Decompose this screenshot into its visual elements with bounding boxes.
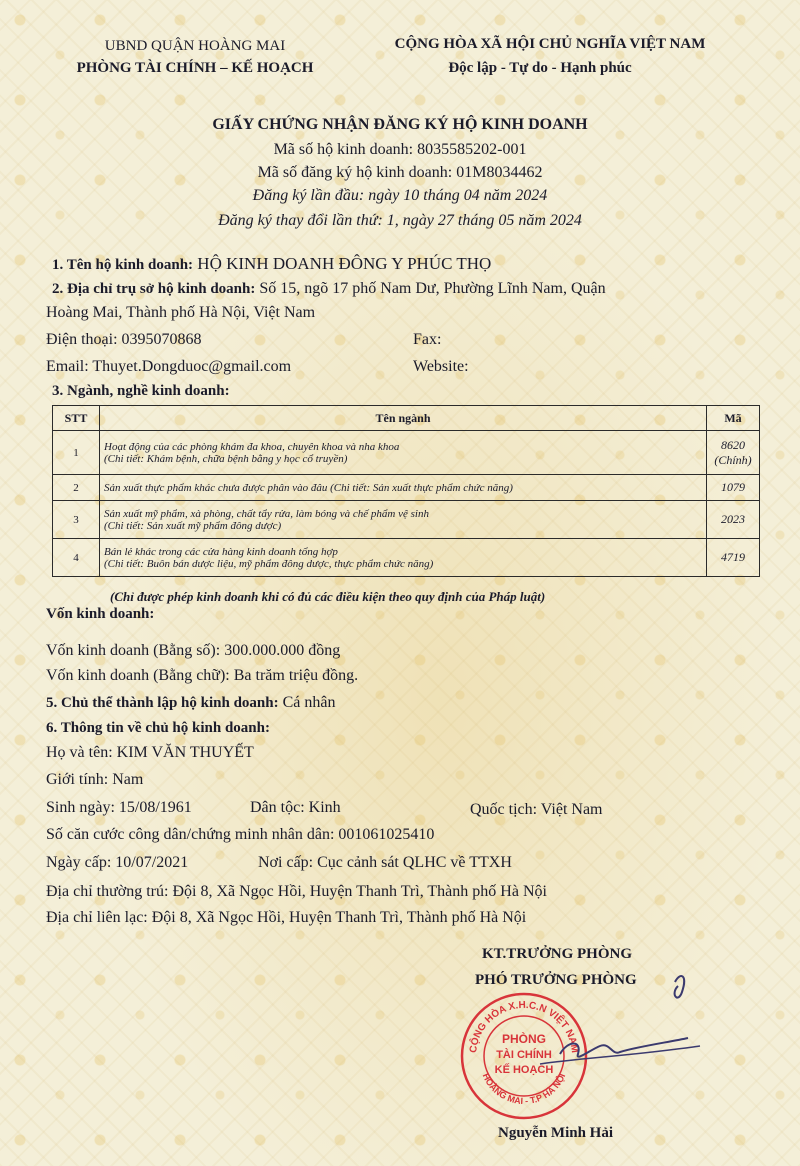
row-line1: Sản xuất mỹ phẩm, xà phòng, chất tẩy rửa, làm bóng và chế phẩm vệ sinh	[104, 507, 429, 520]
col-ten-nganh: Tên ngành	[100, 406, 707, 431]
capital-label: Vốn kinh doanh:	[46, 606, 155, 622]
row-ma	[707, 539, 760, 577]
founder-type-value: Cá nhân	[278, 694, 336, 711]
business-name-value: HỘ KINH DOANH ĐÔNG Y PHÚC THỌ	[193, 254, 492, 273]
owner-gender: Giới tính: Nam	[46, 771, 144, 788]
business-lines-label: 3. Ngành, nghề kinh doanh:	[52, 383, 230, 399]
handwritten-signature	[520, 962, 720, 1072]
row-line1: Bán lẻ khác trong các cửa hàng kinh doanh tổng hợp	[104, 545, 338, 558]
row-ten	[100, 539, 707, 577]
signer-name: Nguyễn Minh Hải	[498, 1125, 614, 1141]
row-line1: Sản xuất thực phẩm khác chưa được phân vào đâu (Chi tiết: Sản xuất thực phẩm chức năng)	[104, 481, 513, 494]
row-ma-code: 8620	[721, 437, 745, 452]
row-line1: Hoạt động của các phòng khám đa khoa, chuyên khoa và nha khoa	[104, 440, 400, 453]
stamp-center-3: KẾ HOẠCH	[494, 1064, 554, 1076]
contact-address: Địa chỉ liên lạc: Đội 8, Xã Ngọc Hồi, Huyện Thanh Trì, Thành phố Hà Nội	[46, 909, 527, 926]
signer-title-2: PHÓ TRƯỞNG PHÒNG	[475, 972, 637, 988]
table-header-row	[53, 406, 760, 431]
owner-nationality: Quốc tịch: Việt Nam	[470, 801, 603, 818]
row-ma	[707, 475, 760, 501]
phone: Điện thoại: 0395070868	[46, 331, 202, 348]
stamp-center-2: TÀI CHÍNH	[496, 1049, 552, 1061]
row-ma	[707, 431, 760, 475]
id-issue-place: Nơi cấp: Cục cảnh sát QLHC về TTXH	[258, 854, 512, 871]
owner-birthdate: Sinh ngày: 15/08/1961	[46, 799, 192, 816]
table-row	[53, 431, 760, 475]
stamp-ring-top: CỘNG HÒA X.H.C.N VIỆT NAM	[468, 999, 581, 1054]
table-row	[53, 475, 760, 501]
id-issue-date: Ngày cấp: 10/07/2021	[46, 854, 189, 871]
col-ma: Mã	[707, 406, 760, 431]
row-stt: 1	[53, 431, 100, 475]
capital-words: Vốn kinh doanh (Bằng chữ): Ba trăm triệu đồng.	[46, 667, 359, 684]
row-ten	[100, 475, 707, 501]
founder-type-row	[46, 694, 335, 712]
business-name-label: 1. Tên hộ kinh doanh:	[52, 257, 194, 273]
national-motto: Độc lập - Tự do - Hạnh phúc	[448, 60, 632, 76]
address-value-line1: Số 15, ngõ 17 phố Nam Dư, Phường Lĩnh Nam, Quận	[255, 280, 606, 297]
issuing-office: PHÒNG TÀI CHÍNH – KẾ HOẠCH	[76, 60, 314, 76]
row-line2: (Chi tiết: Buôn bán dược liệu, mỹ phẩm đông dược, thực phẩm chức năng)	[104, 557, 434, 570]
registration-code: Mã số đăng ký hộ kinh doanh: 01M8034462	[257, 164, 543, 181]
permanent-address: Địa chỉ thường trú: Đội 8, Xã Ngọc Hồi, Huyện Thanh Trì, Thành phố Hà Nội	[46, 883, 547, 900]
svg-text:HOÀNG MAI - T.P HÀ NỘI	[481, 1072, 568, 1106]
change-registration-date: Đăng ký thay đổi lần thứ: 1, ngày 27 tháng 05 năm 2024	[218, 212, 582, 229]
fax: Fax:	[413, 331, 442, 348]
legal-condition-note: (Chỉ được phép kinh doanh khi có đủ các điều kiện theo quy định của Pháp luật)	[110, 589, 546, 604]
issuing-authority: UBND QUẬN HOÀNG MAI	[104, 38, 286, 54]
address-row	[52, 280, 606, 298]
owner-name: Họ và tên: KIM VĂN THUYẾT	[46, 744, 254, 761]
row-line2: (Chi tiết: Khám bệnh, chữa bệnh bằng y học cổ truyền)	[104, 452, 348, 465]
table-row	[53, 501, 760, 539]
row-ma-note: (Chính)	[714, 452, 752, 467]
website: Website:	[413, 358, 469, 375]
email: Email: Thuyet.Dongduoc@gmail.com	[46, 358, 292, 375]
address-label: 2. Địa chỉ trụ sở hộ kinh doanh:	[52, 281, 256, 297]
stamp-center-1: PHÒNG	[501, 1032, 547, 1046]
table-row	[53, 539, 760, 577]
row-ma-code: 1079	[721, 480, 745, 494]
signer-title-1: KT.TRƯỞNG PHÒNG	[482, 946, 632, 962]
national-title: CỘNG HÒA XÃ HỘI CHỦ NGHĨA VIỆT NAM	[394, 36, 706, 52]
owner-id-number: Số căn cước công dân/chứng minh nhân dân: 001061025410	[46, 826, 435, 843]
capital-number: Vốn kinh doanh (Bằng số): 300.000.000 đồng	[46, 642, 341, 659]
row-line2: (Chi tiết: Sản xuất mỹ phẩm đông dược)	[104, 519, 282, 532]
business-code: Mã số hộ kinh doanh: 8035585202-001	[273, 141, 527, 158]
row-stt: 4	[53, 539, 100, 577]
row-ma	[707, 501, 760, 539]
address-value-line2: Hoàng Mai, Thành phố Hà Nội, Việt Nam	[46, 304, 316, 321]
owner-ethnicity: Dân tộc: Kinh	[250, 799, 341, 816]
document-title: GIẤY CHỨNG NHẬN ĐĂNG KÝ HỘ KINH DOANH	[212, 116, 588, 133]
business-name-row	[52, 254, 491, 274]
row-stt: 2	[53, 475, 100, 501]
col-stt: STT	[53, 406, 100, 431]
row-ma-code: 2023	[721, 512, 745, 526]
owner-info-label: 6. Thông tin về chủ hộ kinh doanh:	[46, 720, 270, 736]
founder-type-label: 5. Chủ thể thành lập hộ kinh doanh:	[46, 695, 279, 711]
stamp-ring-bottom: HOÀNG MAI - T.P HÀ NỘI	[480, 1071, 568, 1107]
business-lines-table	[52, 405, 760, 577]
row-ten	[100, 501, 707, 539]
first-registration-date: Đăng ký lần đầu: ngày 10 tháng 04 năm 2024	[252, 187, 548, 204]
row-ma-code: 4719	[721, 550, 745, 564]
row-stt: 3	[53, 501, 100, 539]
row-ten	[100, 431, 707, 475]
